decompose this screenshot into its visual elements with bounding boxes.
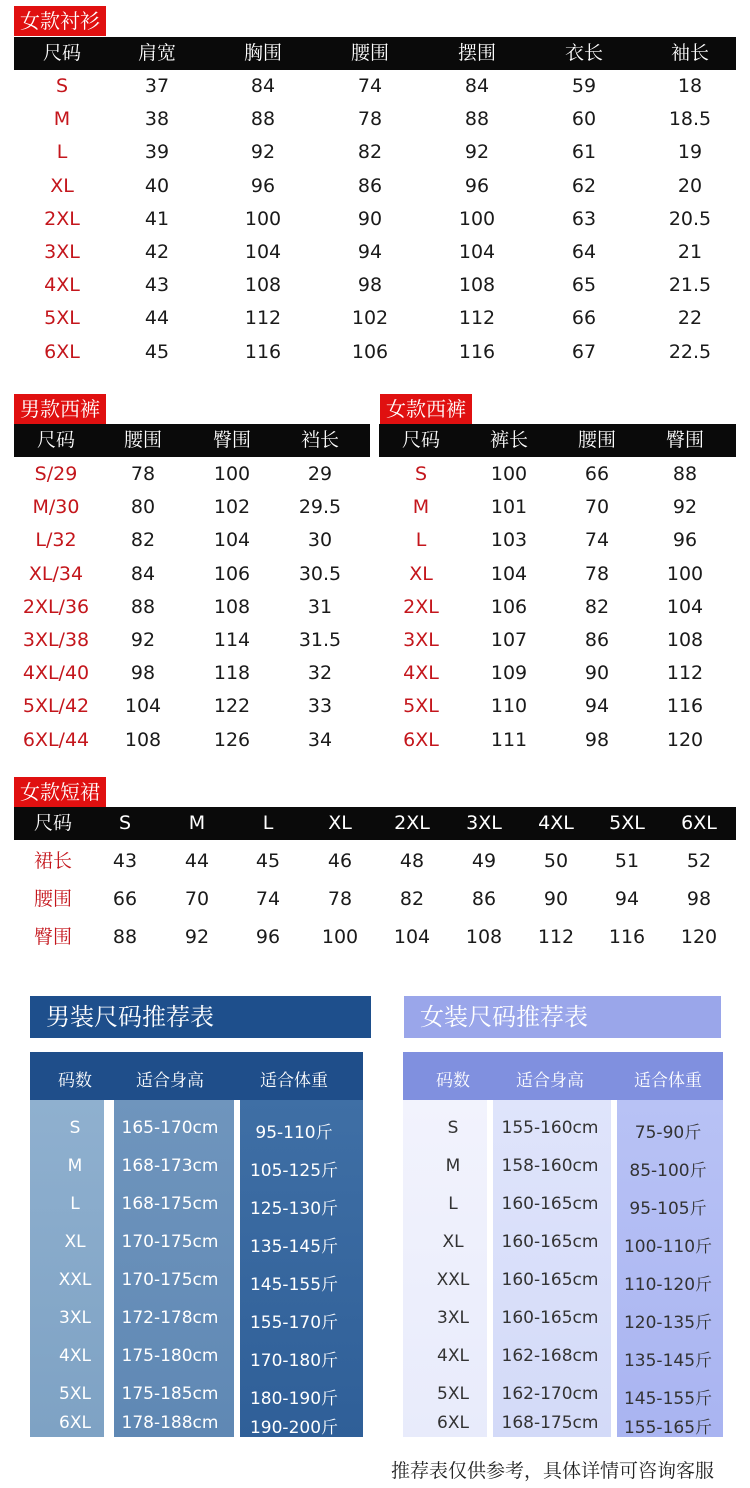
table-cell: 82 [584, 595, 610, 618]
table-row [0, 657, 750, 690]
table-cell: 18.5 [668, 108, 712, 131]
cell-value: 172-178cm [121, 1308, 219, 1328]
table-cell: 108 [244, 274, 282, 297]
column-header: 裆长 [300, 429, 340, 451]
table-cell: 114 [213, 629, 251, 651]
size-label: 6XL [437, 1413, 469, 1433]
table-row [0, 883, 750, 916]
column-header: 5XL [609, 812, 645, 834]
size-label: L [70, 1194, 80, 1214]
table-cell: 122 [213, 695, 251, 718]
row-label: 6XL [44, 340, 80, 363]
men-rec-title: 男装尺码推荐表 [30, 996, 371, 1038]
table-cell: 98 [357, 274, 383, 297]
table-cell: 92 [130, 629, 156, 651]
cell-value: 175-185cm [121, 1384, 219, 1404]
column-header: 尺码 [401, 429, 441, 451]
table-cell: 112 [458, 307, 496, 330]
table-cell: 120 [666, 728, 704, 751]
size-label: 5XL [59, 1384, 91, 1404]
size-label: M [67, 1156, 83, 1176]
column-header: 裤长 [489, 429, 529, 451]
row-label: 2XL [403, 595, 439, 618]
cell-value: 160-165cm [501, 1194, 599, 1214]
column-header: 臀围 [665, 429, 705, 451]
size-label: L [448, 1194, 458, 1214]
column-header: 摆围 [457, 42, 497, 64]
table-cell: 65 [571, 274, 597, 297]
table-cell: 103 [490, 529, 528, 552]
table-cell: 70 [584, 496, 610, 519]
table-row [0, 336, 750, 369]
row-label: 2XL [44, 207, 80, 230]
table-cell: 109 [490, 662, 528, 685]
row-label: 4XL [403, 662, 439, 685]
table-cell: 74 [584, 529, 610, 552]
table-row [0, 236, 750, 269]
cell-value: 170-175cm [121, 1270, 219, 1290]
table-cell: 34 [307, 728, 333, 751]
cell-value: 155-170斤 [249, 1313, 339, 1333]
column-header: 腰围 [577, 429, 617, 451]
table-cell: 41 [144, 207, 170, 230]
size-label: XL [442, 1232, 464, 1252]
cell-value: 162-170cm [501, 1384, 599, 1404]
cell-value: 162-168cm [501, 1346, 599, 1366]
row-label: M [53, 108, 71, 131]
row-label: L [56, 141, 68, 164]
table-cell: 29 [307, 463, 333, 485]
table-cell: 78 [130, 463, 156, 485]
table-cell: 82 [357, 141, 383, 164]
cell-value: 165-170cm [121, 1118, 219, 1138]
table-cell: 45 [144, 340, 170, 363]
cell-value: 125-130斤 [249, 1199, 339, 1219]
column-header: 适合体重 [634, 1071, 702, 1091]
table-cell: 20.5 [668, 207, 712, 230]
cell-value: 75-90斤 [634, 1123, 702, 1143]
cell-value: 160-165cm [501, 1232, 599, 1252]
size-label: XXL [436, 1270, 470, 1290]
cell-value: 120-135斤 [623, 1313, 713, 1333]
skirt-header-row [14, 807, 736, 840]
women-rec-title: 女装尺码推荐表 [404, 996, 721, 1038]
table-cell: 90 [543, 888, 569, 910]
cell-value: 168-173cm [121, 1156, 219, 1176]
column-header: L [262, 812, 274, 834]
cell-value: 85-100斤 [629, 1161, 707, 1181]
table-cell: 43 [144, 274, 170, 297]
table-cell: 22.5 [668, 340, 712, 363]
size-label: M [445, 1156, 461, 1176]
row-label: L/32 [35, 529, 77, 552]
cell-value: 158-160cm [501, 1156, 599, 1176]
row-label: 4XL [44, 274, 80, 297]
column-header: 2XL [394, 812, 430, 834]
table-cell: 30 [307, 529, 333, 552]
row-label: 6XL [403, 728, 439, 751]
cell-value: 160-165cm [501, 1270, 599, 1290]
column-header: XL [328, 812, 352, 834]
cell-value: 145-155斤 [623, 1389, 713, 1409]
cell-value: 100-110斤 [623, 1237, 713, 1257]
table-cell: 90 [584, 662, 610, 685]
table-cell: 21.5 [668, 274, 712, 297]
column-header: 腰围 [350, 42, 390, 64]
column-header: 臀围 [212, 429, 252, 451]
table-cell: 31 [307, 595, 333, 618]
table-cell: 100 [321, 926, 359, 948]
cell-value: 170-180斤 [249, 1351, 339, 1371]
table-cell: 96 [255, 926, 281, 948]
cell-value: 135-145斤 [249, 1237, 339, 1257]
table-cell: 88 [130, 595, 156, 618]
cell-value: 190-200斤 [249, 1418, 339, 1438]
table-cell: 18 [677, 75, 703, 97]
cell-value: 175-180cm [121, 1346, 219, 1366]
cell-value: 95-105斤 [629, 1199, 707, 1219]
row-label: S [55, 75, 69, 97]
table-cell: 100 [458, 207, 496, 230]
column-header: 3XL [466, 812, 502, 834]
table-cell: 126 [213, 728, 251, 751]
row-label: 5XL/42 [22, 695, 90, 718]
footer-note: 推荐表仅供参考，具体详情可咨询客服 [390, 1460, 714, 1482]
table-cell: 88 [250, 108, 276, 131]
table-cell: 100 [244, 207, 282, 230]
size-label: XL [64, 1232, 86, 1252]
table-row [0, 170, 750, 203]
table-cell: 98 [584, 728, 610, 751]
shirt-title: 女款衬衫 [14, 6, 106, 36]
table-cell: 94 [614, 888, 640, 910]
table-row [0, 591, 750, 624]
table-cell: 82 [399, 888, 425, 910]
women-pants-header-row [379, 424, 736, 457]
table-cell: 98 [686, 888, 712, 910]
table-cell: 94 [357, 241, 383, 263]
table-cell: 70 [184, 888, 210, 910]
table-cell: 40 [144, 174, 170, 197]
table-cell: 100 [666, 562, 704, 585]
table-cell: 100 [213, 463, 251, 485]
table-cell: 64 [571, 241, 597, 263]
size-label: 3XL [437, 1308, 469, 1328]
table-cell: 104 [458, 241, 496, 263]
table-cell: 84 [250, 75, 276, 97]
row-label: 3XL [403, 629, 439, 651]
table-cell: 88 [112, 926, 138, 948]
table-cell: 116 [458, 340, 496, 363]
table-row [0, 921, 750, 954]
size-label: 6XL [59, 1413, 91, 1433]
rec-header-row [30, 1052, 363, 1100]
table-row [0, 690, 750, 723]
column-header: S [118, 812, 132, 834]
men-pants-header-row [14, 424, 370, 457]
row-label: 2XL/36 [22, 595, 90, 618]
table-cell: 104 [124, 695, 162, 718]
table-cell: 48 [399, 850, 425, 872]
table-cell: 60 [571, 108, 597, 131]
table-cell: 74 [255, 888, 281, 910]
table-row [0, 103, 750, 136]
table-cell: 84 [464, 75, 490, 97]
table-cell: 101 [490, 496, 528, 519]
size-label: XXL [58, 1270, 92, 1290]
table-row [0, 302, 750, 335]
table-cell: 94 [584, 695, 610, 718]
table-cell: 86 [471, 888, 497, 910]
cell-value: 180-190斤 [249, 1389, 339, 1409]
table-cell: 51 [614, 850, 640, 872]
row-label: 6XL/44 [22, 728, 90, 751]
shirt-header-row [14, 37, 736, 70]
row-label: 腰围 [33, 888, 73, 910]
table-cell: 86 [584, 629, 610, 651]
table-cell: 38 [144, 108, 170, 131]
table-cell: 116 [666, 695, 704, 718]
table-row [0, 491, 750, 524]
table-cell: 84 [130, 562, 156, 585]
cell-value: 145-155斤 [249, 1275, 339, 1295]
row-label: S/29 [34, 463, 78, 485]
table-cell: 44 [144, 307, 170, 330]
table-cell: 116 [608, 926, 646, 948]
table-cell: 90 [357, 207, 383, 230]
table-cell: 42 [144, 241, 170, 263]
table-cell: 102 [351, 307, 389, 330]
table-cell: 92 [672, 496, 698, 519]
table-cell: 45 [255, 850, 281, 872]
table-cell: 104 [213, 529, 251, 552]
cell-value: 135-145斤 [623, 1351, 713, 1371]
table-cell: 110 [490, 695, 528, 718]
table-row [0, 558, 750, 591]
column-header: 尺码 [33, 812, 73, 834]
table-cell: 39 [144, 141, 170, 164]
table-cell: 102 [213, 496, 251, 519]
cell-value: 110-120斤 [623, 1275, 713, 1295]
table-cell: 44 [184, 850, 210, 872]
row-label: S [414, 463, 428, 485]
table-cell: 66 [571, 307, 597, 330]
table-cell: 92 [464, 141, 490, 164]
cell-value: 160-165cm [501, 1308, 599, 1328]
table-cell: 21 [677, 241, 703, 263]
column-header: 胸围 [243, 42, 283, 64]
table-row [0, 203, 750, 236]
table-cell: 63 [571, 207, 597, 230]
row-label: XL/34 [28, 562, 84, 585]
table-cell: 104 [244, 241, 282, 263]
table-cell: 112 [537, 926, 575, 948]
column-header: 尺码 [36, 429, 76, 451]
row-label: 臀围 [33, 926, 73, 948]
table-cell: 78 [357, 108, 383, 131]
row-label: M [412, 496, 430, 519]
table-cell: 82 [130, 529, 156, 552]
table-cell: 66 [584, 463, 610, 485]
table-row [0, 524, 750, 557]
size-label: 4XL [437, 1346, 469, 1366]
table-cell: 62 [571, 174, 597, 197]
cell-value: 168-175cm [121, 1194, 219, 1214]
table-row [0, 269, 750, 302]
table-cell: 80 [130, 496, 156, 519]
table-cell: 37 [144, 75, 170, 97]
table-cell: 88 [464, 108, 490, 131]
size-label: S [447, 1118, 459, 1138]
row-label: XL [50, 174, 74, 197]
skirt-title: 女款短裙 [14, 777, 106, 807]
table-cell: 88 [672, 463, 698, 485]
table-cell: 33 [307, 695, 333, 718]
table-cell: 98 [130, 662, 156, 685]
column-header: 4XL [538, 812, 574, 834]
row-label: XL [409, 562, 433, 585]
table-row [0, 70, 750, 103]
size-label: 5XL [437, 1384, 469, 1404]
cell-value: 105-125斤 [249, 1161, 339, 1181]
table-cell: 61 [571, 141, 597, 164]
table-cell: 67 [571, 340, 597, 363]
table-cell: 118 [213, 662, 251, 685]
column-header: 适合体重 [260, 1071, 328, 1091]
table-cell: 20 [677, 174, 703, 197]
row-label: 5XL [44, 307, 80, 330]
table-cell: 59 [571, 75, 597, 97]
column-header: M [188, 812, 206, 834]
table-cell: 106 [351, 340, 389, 363]
women-rec-table [403, 1052, 723, 1437]
row-label: 裙长 [33, 850, 73, 872]
table-cell: 108 [124, 728, 162, 751]
table-cell: 104 [666, 595, 704, 618]
table-cell: 108 [465, 926, 503, 948]
table-cell: 92 [250, 141, 276, 164]
table-cell: 49 [471, 850, 497, 872]
size-label: 4XL [59, 1346, 91, 1366]
column-header: 袖长 [670, 42, 710, 64]
table-cell: 96 [672, 529, 698, 552]
size-label: S [69, 1118, 81, 1138]
table-cell: 108 [666, 629, 704, 651]
column-header: 尺码 [42, 42, 82, 64]
table-cell: 43 [112, 850, 138, 872]
cell-value: 170-175cm [121, 1232, 219, 1252]
row-label: L [415, 529, 427, 552]
table-cell: 111 [490, 728, 528, 751]
row-label: 5XL [403, 695, 439, 718]
row-label: 3XL [44, 241, 80, 263]
table-cell: 96 [464, 174, 490, 197]
column-header: 码数 [58, 1071, 92, 1091]
table-row [0, 724, 750, 757]
column-header: 腰围 [123, 429, 163, 451]
table-cell: 30.5 [298, 562, 342, 585]
table-cell: 96 [250, 174, 276, 197]
table-cell: 120 [680, 926, 718, 948]
table-cell: 46 [327, 850, 353, 872]
table-cell: 52 [686, 850, 712, 872]
table-row [0, 624, 750, 657]
table-cell: 50 [543, 850, 569, 872]
table-cell: 29.5 [298, 496, 342, 519]
table-cell: 19 [677, 141, 703, 164]
table-cell: 116 [244, 340, 282, 363]
table-cell: 31.5 [298, 629, 342, 651]
table-cell: 112 [666, 662, 704, 685]
cell-value: 95-110斤 [255, 1123, 333, 1143]
row-label: 4XL/40 [22, 662, 90, 685]
cell-value: 178-188cm [121, 1413, 219, 1433]
table-cell: 92 [184, 926, 210, 948]
women-pants-title: 女款西裤 [380, 394, 472, 424]
table-cell: 78 [584, 562, 610, 585]
cell-value: 155-165斤 [623, 1418, 713, 1438]
size-label: 3XL [59, 1308, 91, 1328]
table-cell: 74 [357, 75, 383, 97]
table-cell: 108 [458, 274, 496, 297]
table-cell: 32 [307, 662, 333, 685]
table-cell: 22 [677, 307, 703, 330]
cell-value: 168-175cm [501, 1413, 599, 1433]
table-row [0, 458, 750, 491]
column-header: 肩宽 [137, 42, 177, 64]
table-cell: 86 [357, 174, 383, 197]
men-rec-table [30, 1052, 363, 1437]
table-cell: 104 [490, 562, 528, 585]
column-header: 6XL [681, 812, 717, 834]
table-cell: 66 [112, 888, 138, 910]
column-header: 码数 [436, 1071, 470, 1091]
men-pants-title: 男款西裤 [14, 394, 106, 424]
rec-header-row [403, 1052, 723, 1100]
column-header: 适合身高 [516, 1071, 584, 1091]
table-cell: 78 [327, 888, 353, 910]
table-row [0, 136, 750, 169]
table-cell: 104 [393, 926, 431, 948]
row-label: 3XL/38 [22, 629, 90, 651]
table-row [0, 845, 750, 878]
column-header: 适合身高 [136, 1071, 204, 1091]
table-cell: 100 [490, 463, 528, 485]
cell-value: 155-160cm [501, 1118, 599, 1138]
table-cell: 112 [244, 307, 282, 330]
table-cell: 108 [213, 595, 251, 618]
row-label: M/30 [32, 496, 80, 519]
table-cell: 107 [490, 629, 528, 651]
column-header: 衣长 [564, 42, 604, 64]
table-cell: 106 [490, 595, 528, 618]
table-cell: 106 [213, 562, 251, 585]
